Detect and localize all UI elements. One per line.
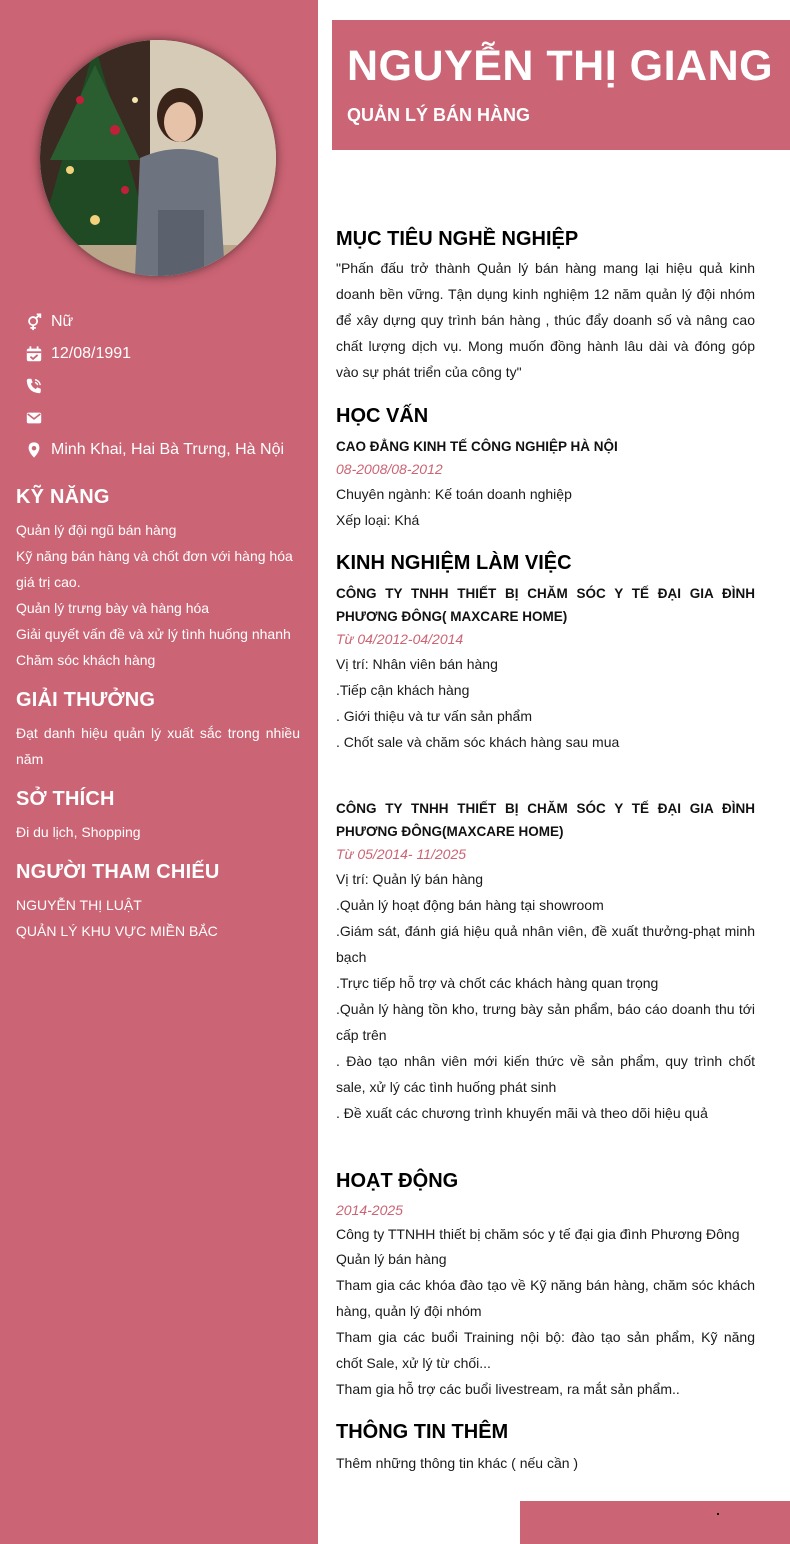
job-title: QUẢN LÝ BÁN HÀNG [347, 105, 530, 125]
skills-title: KỸ NĂNG [16, 486, 110, 508]
education-major: Chuyên ngành: Kế toán doanh nghiệp [336, 486, 572, 502]
skills-section [16, 486, 300, 673]
hobbies-text: Đi du lịch, Shopping [16, 824, 141, 840]
gender-text: Nữ [51, 313, 74, 330]
job-date: Từ 05/2014- 11/2025 [336, 846, 467, 862]
job-line: . Đào tạo nhân viên mới kiến thức về sản phẩm, quy trình chốt sale, xử lý các tình huống phát sinh [336, 1053, 755, 1095]
skill-item: Quản lý đội ngũ bán hàng [16, 522, 177, 538]
extra-text: Thêm những thông tin khác ( nếu cần ) [336, 1455, 579, 1471]
email-icon [24, 408, 44, 428]
objective-title: MỤC TIÊU NGHỀ NGHIỆP [336, 228, 579, 250]
avatar-photo [40, 40, 276, 276]
job-line: .Trực tiếp hỗ trợ và chốt các khách hàng quan trọng [336, 975, 659, 991]
job-line: . Giới thiệu và tư vấn sản phẩm [336, 708, 532, 724]
activity-line: Công ty TTNHH thiết bị chăm sóc y tế đại gia đình Phương Đông [336, 1226, 740, 1242]
contact-gender [24, 306, 314, 338]
experience-title: KINH NGHIỆM LÀM VIỆC [336, 552, 572, 574]
education-date: 08-2008/08-2012 [336, 461, 443, 477]
skill-item: Giải quyết vấn đề và xử lý tình huống nhanh [16, 626, 291, 642]
footer-bar [520, 1501, 790, 1544]
full-name: NGUYỄN THỊ GIANG [347, 42, 774, 90]
hobbies-title: SỞ THÍCH [16, 788, 115, 810]
activities-date: 2014-2025 [336, 1202, 403, 1218]
activities-section [336, 1170, 755, 1402]
skill-item: Kỹ năng bán hàng và chốt đơn với hàng hóa giá trị cao. [16, 548, 293, 590]
references-title: NGƯỜI THAM CHIẾU [16, 861, 220, 883]
objective-text: "Phấn đấu trở thành Quản lý bán hàng mang lại hiệu quả kinh doanh bền vững. Tận dụng kinh nghiệm 12 năm quản lý đội nhóm để xây dựng quy trình bán hàng , thúc đẩy doanh số và nâng cao chất lượng dịch vụ. Mong muốn đồng hành lâu dài và đóng góp vào sự phát triển của công ty" [336, 260, 755, 380]
job-line: . Chốt sale và chăm sóc khách hàng sau mua [336, 734, 620, 750]
birthday-text: 12/08/1991 [51, 345, 132, 362]
activity-line: Tham gia hỗ trợ các buổi livestream, ra mắt sản phẩm.. [336, 1381, 680, 1397]
contact-birthday [24, 338, 314, 370]
contact-email [24, 402, 314, 434]
skill-item: Chăm sóc khách hàng [16, 652, 156, 668]
job-line: Vị trí: Quản lý bán hàng [336, 871, 484, 887]
calendar-icon [24, 344, 44, 364]
activity-line: Tham gia các khóa đào tạo về Kỹ năng bán hàng, chăm sóc khách hàng, quản lý đội nhóm [336, 1277, 755, 1319]
extra-section [336, 1421, 755, 1476]
header-banner [332, 20, 790, 150]
job-line: .Tiếp cận khách hàng [336, 682, 470, 698]
experience-item [336, 797, 755, 1126]
avatar [40, 40, 276, 276]
reference-position: QUẢN LÝ KHU VỰC MIỀN BẮC [16, 923, 218, 939]
education-school: CAO ĐẲNG KINH TẾ CÔNG NGHIỆP HÀ NỘI [336, 439, 618, 454]
awards-section [16, 689, 300, 772]
contact-address [24, 434, 314, 466]
job-line: .Giám sát, đánh giá hiệu quả nhân viên, đề xuất thưởng-phạt minh bạch [336, 923, 755, 965]
skill-item: Quản lý trưng bày và hàng hóa [16, 600, 210, 616]
activity-line: Tham gia các buổi Training nội bộ: đào tạo sản phẩm, Kỹ năng chốt Sale, xử lý từ chối... [336, 1329, 755, 1371]
reference-name: NGUYỄN THỊ LUẬT [16, 897, 142, 913]
job-date: Từ 04/2012-04/2014 [336, 631, 464, 647]
education-title: HỌC VẤN [336, 405, 429, 427]
experience-item [336, 582, 755, 755]
phone-icon [24, 376, 44, 396]
activities-title: HOẠT ĐỘNG [336, 1170, 459, 1192]
address-text: Minh Khai, Hai Bà Trưng, Hà Nội [51, 441, 285, 458]
experience-section [336, 552, 755, 755]
job-line: Vị trí: Nhân viên bán hàng [336, 656, 498, 672]
company-name: CÔNG TY TNHH THIẾT BỊ CHĂM SÓC Y TẾ ĐẠI GIA ĐÌNH PHƯƠNG ĐÔNG(MAXCARE HOME) [336, 801, 755, 839]
education-rank: Xếp loại: Khá [336, 512, 420, 528]
activity-line: Quản lý bán hàng [336, 1251, 447, 1267]
contact-info [24, 306, 314, 466]
hobbies-section [16, 788, 300, 845]
job-line: .Quản lý hàng tồn kho, trưng bày sản phẩm, báo cáo doanh thu tới cấp trên [336, 1001, 755, 1043]
extra-title: THÔNG TIN THÊM [336, 1421, 509, 1443]
company-name: CÔNG TY TNHH THIẾT BỊ CHĂM SÓC Y TẾ ĐẠI GIA ĐÌNH PHƯƠNG ĐÔNG( MAXCARE HOME) [336, 586, 755, 624]
job-line: . Đề xuất các chương trình khuyến mãi và theo dõi hiệu quả [336, 1105, 708, 1121]
location-icon [24, 440, 44, 460]
contact-phone [24, 370, 314, 402]
awards-title: GIẢI THƯỞNG [16, 689, 156, 711]
job-line: .Quản lý hoạt động bán hàng tại showroom [336, 897, 604, 913]
references-section [16, 861, 300, 944]
awards-text: Đạt danh hiệu quản lý xuất sắc trong nhiều năm [16, 725, 300, 767]
gender-icon [24, 312, 44, 332]
education-section [336, 405, 755, 533]
objective-section [336, 228, 755, 385]
sidebar [0, 0, 318, 1544]
footer-mark [717, 1513, 719, 1515]
